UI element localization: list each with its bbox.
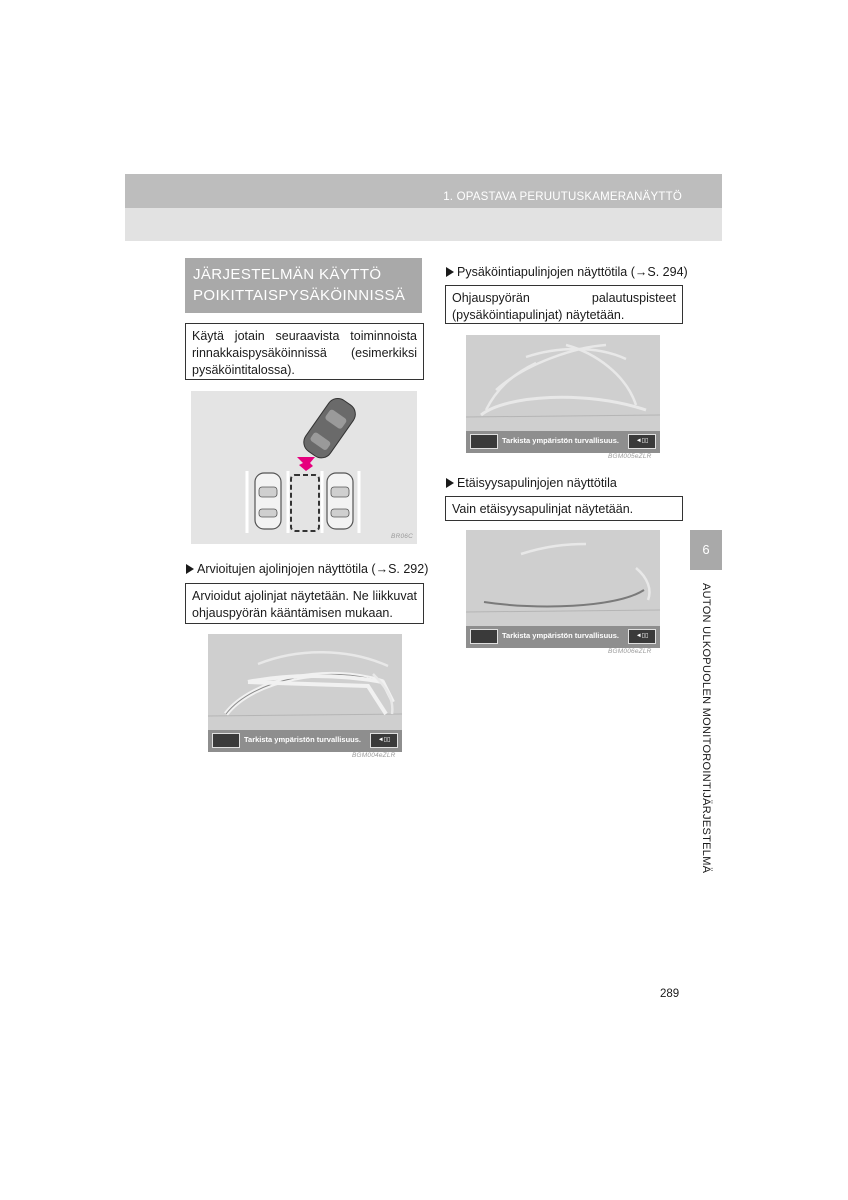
target-spot: [291, 475, 319, 531]
mode-estimated-heading: Arvioitujen ajolinjojen näyttötila (→S. 292): [186, 561, 428, 577]
screen-status-bar: [208, 730, 402, 752]
moving-car: [300, 394, 360, 462]
arrow-icon: [297, 457, 315, 471]
distance-lines: [466, 530, 660, 626]
triangle-bullet-icon: [186, 564, 194, 574]
guideline-mode-icon: [470, 629, 498, 644]
screen-message: Tarkista ympäristön turvallisuus.: [502, 631, 619, 640]
guideline-mode-icon: [470, 434, 498, 449]
figure-code: BGM006eZLR: [608, 648, 652, 655]
mode-estimated-box: [185, 583, 424, 624]
screen-message: Tarkista ympäristön turvallisuus.: [244, 735, 361, 744]
mode-parking-assist-heading: Pysäköintiapulinjojen näyttötila (→S. 294): [446, 264, 688, 280]
parked-car-left: [255, 473, 281, 529]
parking-illustration: [191, 391, 417, 544]
chapter-tab-label: AUTON ULKOPUOLEN MONITOROINTIJÄRJESTELMÄ: [700, 583, 712, 874]
parking-diagram: [191, 391, 417, 544]
page-number: 289: [660, 988, 680, 1000]
mode-estimated-text: Arvioidut ajolinjat näytetään. Ne liikkuvat ohjauspyörän kääntämisen mukaan.: [192, 589, 417, 620]
parked-car-right: [327, 473, 353, 529]
mode-distance-heading: Etäisyysapulinjojen näyttötila: [446, 475, 617, 491]
chapter-tab-number[interactable]: 6: [690, 530, 722, 570]
guideline-mode-icon: [212, 733, 240, 748]
triangle-bullet-icon: [446, 267, 454, 277]
section-title-line1: JÄRJESTELMÄN KÄYTTÖ: [193, 266, 382, 283]
mode-switch-button[interactable]: ◄▯▯: [370, 733, 398, 748]
chapter-title: 1. OPASTAVA PERUUTUSKAMERANÄYTTÖ: [443, 191, 682, 203]
estimated-lines: [208, 634, 402, 730]
intro-text: Käytä jotain seuraavista toiminnoista rinnakkaispysäköinnissä (esimerkiksi pysäköintitalossa).: [192, 329, 417, 377]
mode-switch-button[interactable]: ◄▯▯: [628, 434, 656, 449]
header-band: [125, 208, 722, 241]
triangle-bullet-icon: [446, 478, 454, 488]
mode-parking-assist-text: Ohjauspyörän palautuspisteet (pysäköintiapulinjat) näytetään.: [452, 291, 676, 322]
screen-status-bar: [466, 626, 660, 648]
figure-code: BR06C: [391, 533, 413, 540]
section-title-line2: POIKITTAISPYSÄKÖINNISSÄ: [193, 287, 406, 304]
screen-message: Tarkista ympäristön turvallisuus.: [502, 436, 619, 445]
parking-assist-lines: [466, 335, 660, 431]
figure-code: BGM005eZLR: [608, 453, 652, 460]
mode-distance-box: [445, 496, 683, 521]
screen-status-bar: [466, 431, 660, 453]
mode-parking-assist-box: [445, 285, 683, 324]
camera-screen-parking-assist: [466, 335, 660, 453]
figure-code: BGM004eZLR: [352, 752, 396, 759]
mode-switch-button[interactable]: ◄▯▯: [628, 629, 656, 644]
camera-screen-distance: [466, 530, 660, 648]
section-title: [185, 258, 422, 313]
intro-box: [185, 323, 424, 380]
mode-distance-text: Vain etäisyysapulinjat näytetään.: [452, 502, 634, 516]
camera-screen-estimated: [208, 634, 402, 752]
header-bar: [125, 174, 722, 208]
